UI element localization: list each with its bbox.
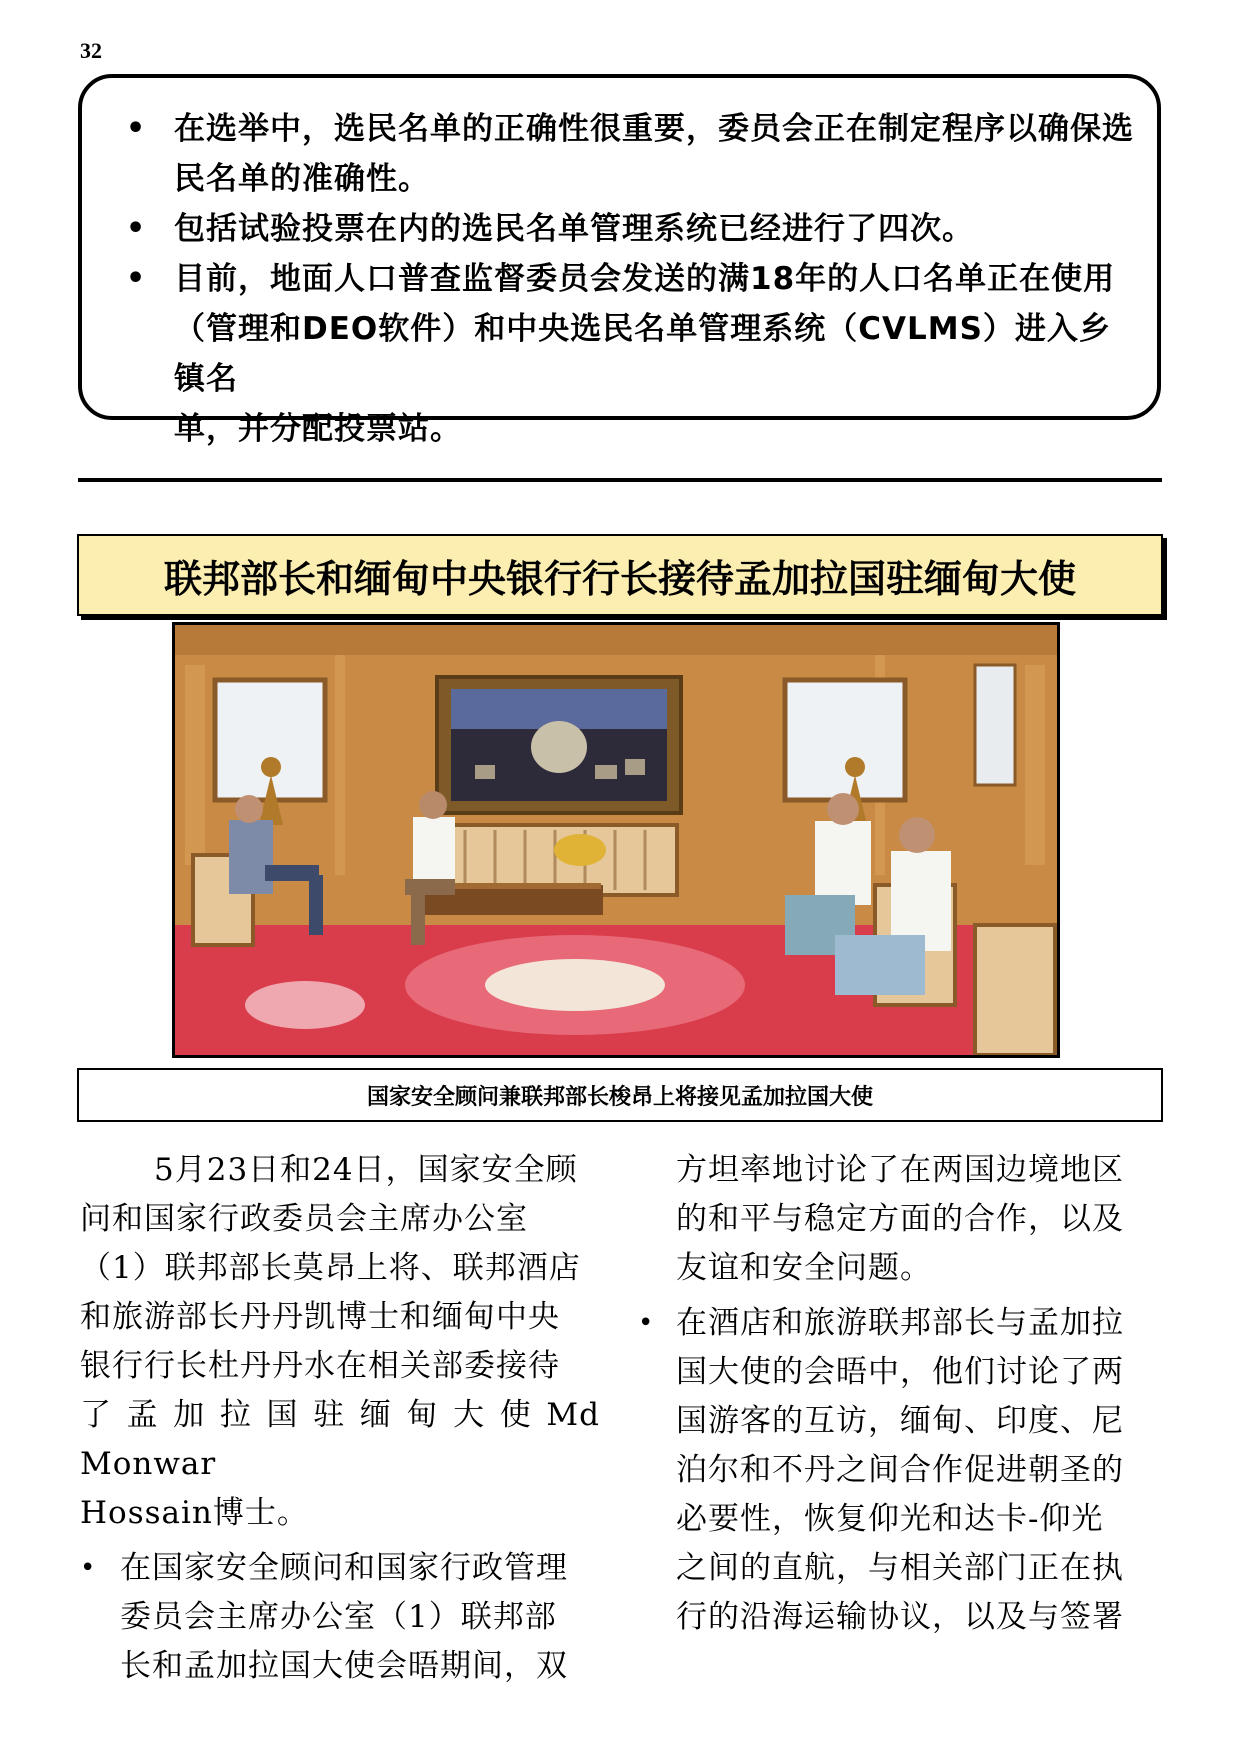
body-line: 必要性，恢复仰光和达卡-仰光: [676, 1501, 1104, 1537]
bullet-dot: •: [638, 1308, 655, 1338]
page-number: 32: [80, 38, 102, 63]
bullet-dot: •: [126, 111, 147, 146]
body-line: 方坦率地讨论了在两国边境地区: [676, 1152, 1124, 1188]
bullet-text-line: （管理和DEO软件）和中央选民名单管理系统（CVLMS）进入乡镇名: [174, 311, 1111, 397]
body-line: 的和平与稳定方面的合作，以及: [676, 1201, 1124, 1237]
body-line: 5月23日和24日，国家安全顾: [154, 1152, 578, 1188]
bullet-paragraph: [638, 1299, 1160, 1642]
bullet-dot: •: [80, 1553, 97, 1583]
bullet-item: [116, 104, 1137, 204]
bullet-dot: •: [126, 211, 147, 246]
article-column-left: [80, 1146, 632, 1691]
bullet-text-line: 民名单的准确性。: [174, 161, 430, 197]
body-line: 问和国家行政委员会主席办公室: [80, 1201, 528, 1237]
bullet-text-line: 包括试验投票在内的选民名单管理系统已经进行了四次。: [174, 211, 974, 247]
body-line: 泊尔和不丹之间合作促进朝圣的: [676, 1452, 1124, 1488]
body-line: 委员会主席办公室（1）联邦部: [120, 1599, 557, 1635]
bullet-dot: •: [126, 261, 147, 296]
bullet-text-line: 单，并分配投票站。: [174, 411, 462, 447]
article-headline: 联邦部长和缅甸中央银行行长接待孟加拉国驻缅甸大使: [77, 534, 1163, 616]
election-notes-box: [78, 74, 1161, 447]
bullet-item: [116, 204, 1137, 254]
photo-caption: 国家安全顾问兼联邦部长梭昂上将接见孟加拉国大使: [77, 1068, 1163, 1122]
body-line: 了孟加拉国驻缅甸大使Md Monwar: [80, 1397, 632, 1482]
body-line: 在酒店和旅游联邦部长与孟加拉: [676, 1305, 1124, 1341]
bullet-text-line: 目前，地面人口普查监督委员会发送的满18年的人口名单正在使用: [174, 261, 1116, 297]
bullet-item: [116, 254, 1137, 454]
body-line: 友谊和安全问题。: [676, 1250, 932, 1286]
body-line: 国游客的互访，缅甸、印度、尼: [676, 1403, 1124, 1439]
body-line: （1）联邦部长莫昂上将、联邦酒店: [80, 1250, 581, 1286]
body-line: 行的沿海运输协议，以及与签署: [676, 1599, 1124, 1635]
section-divider: [78, 478, 1162, 482]
body-line: 和旅游部长丹丹凯博士和缅甸中央: [80, 1299, 560, 1335]
body-line: Hossain博士。: [80, 1495, 309, 1531]
article-column-right: [638, 1146, 1160, 1642]
body-line: 在国家安全顾问和国家行政管理: [120, 1550, 568, 1586]
body-line: 长和孟加拉国大使会晤期间，双: [120, 1648, 568, 1684]
bullet-text-line: 在选举中，选民名单的正确性很重要，委员会正在制定程序以确保选: [174, 111, 1134, 147]
bullet-paragraph: [80, 1544, 600, 1691]
body-line: 银行行长杜丹丹水在相关部委接待: [80, 1348, 560, 1384]
meeting-photo-illustration: [175, 625, 1057, 1055]
body-line: 之间的直航，与相关部门正在执: [676, 1550, 1124, 1586]
body-line: 国大使的会晤中，他们讨论了两: [676, 1354, 1124, 1390]
meeting-photo: [172, 622, 1060, 1058]
